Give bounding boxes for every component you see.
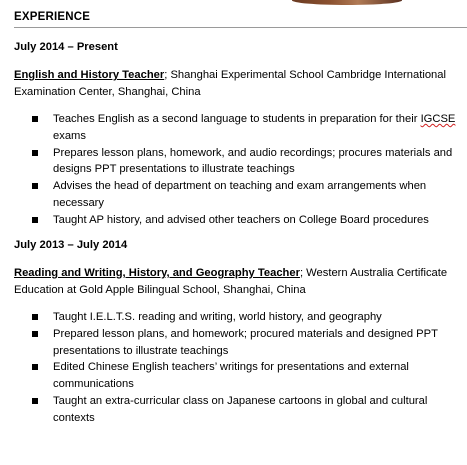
duty-item [14,393,462,427]
duty-text: Taught an extra-curricular class on Japanese cartoons in global and cultural contexts [53,394,428,424]
job-entry [14,238,462,427]
square-bullet-icon [32,150,38,156]
job-dates: July 2013 – July 2014 [14,239,128,251]
duty-text: Prepared lesson plans, and homework; procured materials and designed PPT presentations to illustrate teachings [53,327,438,357]
square-bullet-icon [32,217,38,223]
duties-list [14,111,462,229]
duty-text: Edited Chinese English teachers’ writings for presentations and external communications [53,361,409,391]
duties-list [14,309,462,427]
duty-item [14,359,462,393]
job-entry [14,40,462,229]
job-position [14,67,462,101]
square-bullet-icon [32,364,38,370]
duty-text: Advises the head of department on teaching and exam arrangements when necessary [53,180,427,209]
job-position [14,265,462,299]
duty-text-tail: exams [53,129,86,142]
job-role-title: English and History Teacher [14,69,165,81]
job-employer: Shanghai Experimental School Cambridge International Examination Center, Shanghai, China [14,69,446,98]
duty-item [14,326,462,360]
duty-text: Taught AP history, and advised other teachers on College Board procedures [53,213,429,226]
role-separator: ; [164,69,171,81]
duty-item [14,309,462,326]
job-role-title: Reading and Writing, History, and Geography Teacher [14,267,300,279]
duty-item [14,178,462,212]
duty-text: Teaches English as a second language to students in preparation for their [53,113,421,125]
square-bullet-icon [32,183,38,189]
duty-item [14,212,462,229]
square-bullet-icon [32,314,38,320]
square-bullet-icon [32,398,38,404]
duty-item [14,145,462,179]
profile-photo-edge [292,0,402,5]
section-heading-experience: EXPERIENCE [14,11,91,23]
duty-item [14,111,462,145]
spellcheck-flagged-word: IGCSE [420,113,456,125]
job-dates: July 2014 – Present [14,41,118,53]
section-divider [14,27,467,28]
duty-text: Taught I.E.L.T.S. reading and writing, world history, and geography [53,311,382,323]
square-bullet-icon [32,116,38,122]
job-employer: Western Australia Certificate Education at Gold Apple Bilingual School, Shanghai, China [14,267,448,296]
square-bullet-icon [32,331,38,337]
duty-text: Prepares lesson plans, homework, and audio recordings; procures materials and designs PPT presentations to illustrate teachings [53,146,453,176]
role-separator: ; [299,267,307,279]
